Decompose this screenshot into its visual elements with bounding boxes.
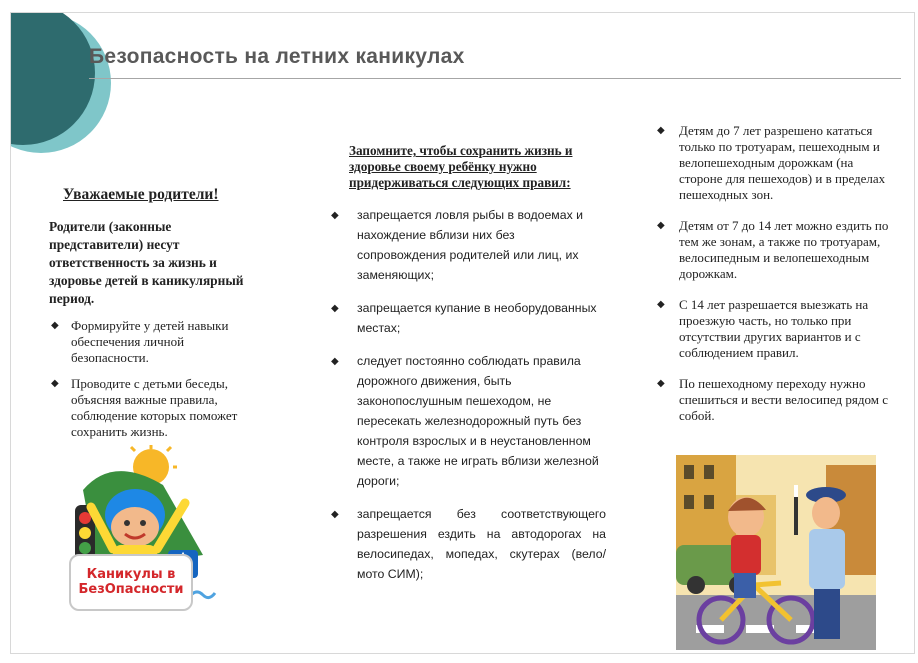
page-title: Безопасность на летних каникулах xyxy=(89,45,465,68)
diamond-bullet-icon: ◆ xyxy=(331,356,339,367)
list-item: ◆ С 14 лет разрешается выезжать на проезжую часть, но только при отсутствии других вариантов и с соблюдением правил. xyxy=(657,297,869,360)
diamond-bullet-icon: ◆ xyxy=(657,220,665,231)
list-item: ◆ Проводите с детьми беседы, объясняя важные правила, соблюдение которых поможет сохранить жизнь. xyxy=(51,376,238,439)
rules-column xyxy=(323,143,606,597)
diamond-bullet-icon: ◆ xyxy=(51,320,59,331)
holiday-safety-logo xyxy=(69,554,193,611)
cycling-rules-list xyxy=(655,123,900,424)
list-item: ◆ запрещается без соответствующего разрешения ездить на автодорогах на велосипедах, мопедах, скутерах (вело/мото СИМ); xyxy=(331,507,606,581)
diamond-bullet-icon: ◆ xyxy=(331,509,339,520)
diamond-bullet-icon: ◆ xyxy=(51,378,59,389)
list-item: ◆ Формируйте у детей навыки обеспечения личной безопасности. xyxy=(51,318,229,365)
list-item: ◆ следует постоянно соблюдать правила дорожного движения, быть законопослушным пешеходом, не пересекать железнодорожный путь без контроля взрослых и в неустановленном месте, а также не играть вблизи железной дороги; xyxy=(331,354,599,488)
diamond-bullet-icon: ◆ xyxy=(657,378,665,389)
title-divider xyxy=(89,78,901,79)
rules-heading: Запомните, чтобы сохранить жизнь и здоровье своему ребёнку нужно придерживаться следующих правил: xyxy=(349,143,573,190)
decorative-circles xyxy=(10,12,121,173)
brochure-page xyxy=(10,12,915,654)
parents-column xyxy=(49,186,259,450)
list-item: ◆ запрещается купание в необорудованных местах; xyxy=(331,301,597,335)
diamond-bullet-icon: ◆ xyxy=(331,303,339,314)
list-item: ◆ Детям от 7 до 14 лет можно ездить по тем же зонам, а также по тротуарам, велосипедным и велопешеходным дорожкам. xyxy=(657,218,889,281)
list-item: ◆ По пешеходному переходу нужно спешиться и вести велосипед рядом с собой. xyxy=(657,376,888,423)
diamond-bullet-icon: ◆ xyxy=(331,210,339,221)
logo-line-1: Каникулы в xyxy=(86,567,176,582)
rules-list xyxy=(323,205,606,584)
logo-line-2: БезОпасности xyxy=(78,582,184,597)
diamond-bullet-icon: ◆ xyxy=(657,125,665,136)
boy-bicycle-officer-illustration xyxy=(676,455,876,650)
list-item: ◆ запрещается ловля рыбы в водоемах и нахождение вблизи них без сопровождения родителей или лиц, их заменяющих; xyxy=(331,208,584,282)
parents-intro: Родители (законные представители) несут ответственность за жизнь и здоровье детей в каникулярный период. xyxy=(49,219,244,306)
parents-heading: Уважаемые родители! xyxy=(63,186,219,203)
cycling-rules-column xyxy=(655,123,900,439)
parents-list xyxy=(49,318,259,440)
list-item: ◆ Детям до 7 лет разрешено кататься только по тротуарам, пешеходным и велопешеходным дорожкам (на стороне для пешеходов) и в пределах пешеходных зон. xyxy=(657,123,886,202)
diamond-bullet-icon: ◆ xyxy=(657,299,665,310)
